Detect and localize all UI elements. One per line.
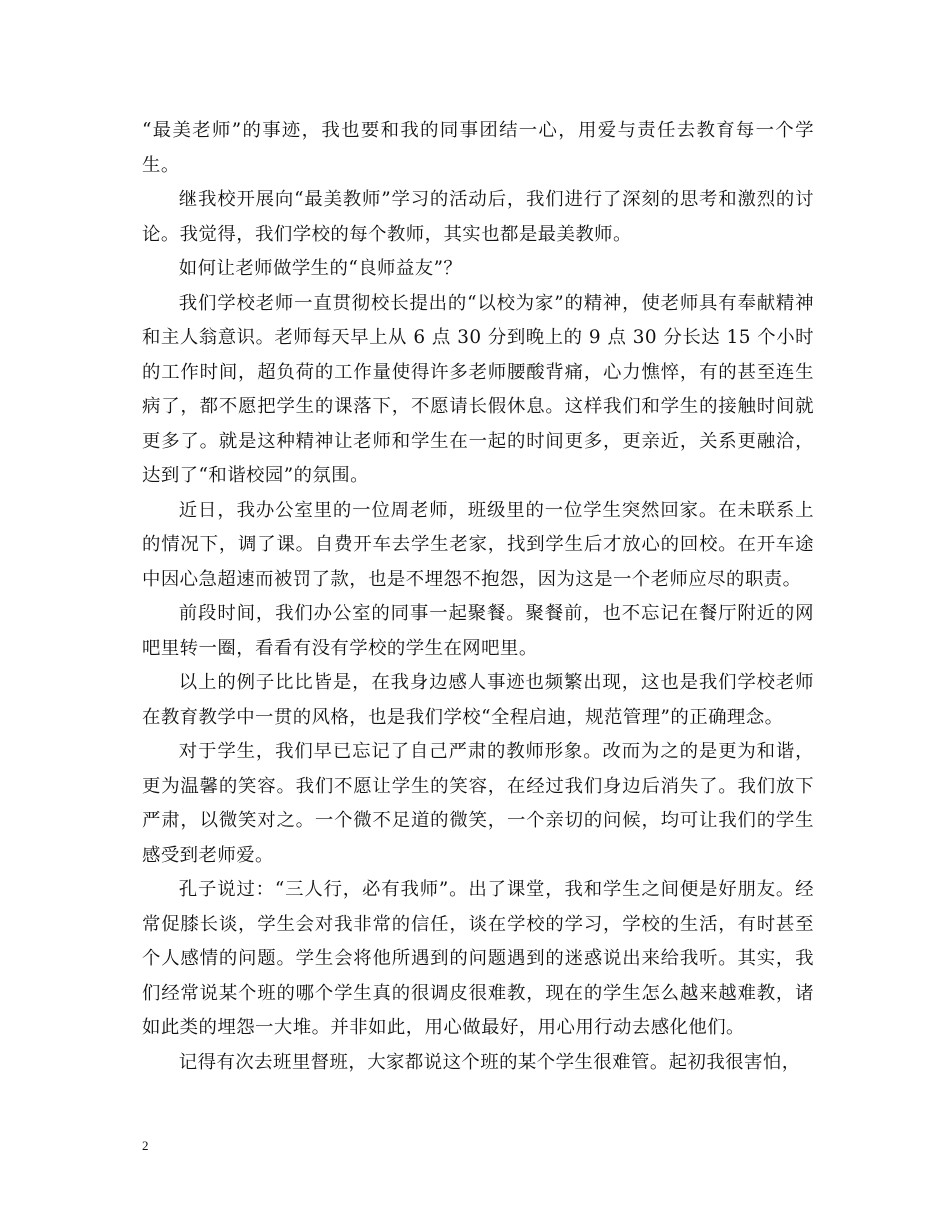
paragraph-4: 我们学校老师一直贯彻校长提出的“以校为家”的精神，使老师具有奉献精神和主人翁意识。老师每天早上从 6 点 30 分到晚上的 9 点 30 分长达 15 个小时的工作时间，超负荷的工作量使得许多老师腰酸背痛，心力憔悴，有的甚至连生病了，都不愿把学生的课落下，不愿请长假休息。这样我们和学生的接触时间就更多了。就是这种精神让老师和学生在一起的时间更多，更亲近，关系更融洽，达到了“和谐校园”的氛围。	[142, 292, 814, 486]
paragraph-1: “最美老师”的事迹，我也要和我的同事团结一心，用爱与责任去教育每一个学生。	[142, 120, 814, 176]
paragraph-2: 继我校开展向“最美教师”学习的活动后，我们进行了深刻的思考和激烈的讨论。我觉得，我们学校的每个教师，其实也都是最美教师。	[142, 189, 814, 245]
paragraph-5: 近日，我办公室里的一位周老师，班级里的一位学生突然回家。在未联系上的情况下，调了课。自费开车去学生老家，找到学生后才放心的回校。在开车途中因心急超速而被罚了款，也是不埋怨不抱怨，因为这是一个老师应尽的职责。	[142, 499, 814, 590]
paragraph-6: 前段时间，我们办公室的同事一起聚餐。聚餐前，也不忘记在餐厅附近的网吧里转一圈，看看有没有学校的学生在网吧里。	[142, 603, 814, 659]
page-number: 2	[142, 1138, 149, 1153]
paragraph-9: 孔子说过：“三人行，必有我师”。出了课堂，我和学生之间便是好朋友。经常促膝长谈，学生会对我非常的信任，谈在学校的学习，学校的生活，有时甚至个人感情的问题。学生会将他所遇到的问题遇到的迷惑说出来给我听。其实，我们经常说某个班的哪个学生真的很调皮很难教，现在的学生怎么越来越难教，诸如此类的埋怨一大堆。并非如此，用心做最好，用心用行动去感化他们。	[142, 879, 814, 1038]
document-body	[142, 114, 814, 1080]
paragraph-7: 以上的例子比比皆是，在我身边感人事迹也频繁出现，这也是我们学校老师在教育教学中一贯的风格，也是我们学校“全程启迪，规范管理”的正确理念。	[142, 672, 814, 728]
paragraph-3: 如何让老师做学生的“良师益友”？	[178, 258, 463, 279]
paragraph-10: 记得有次去班里督班，大家都说这个班的某个学生很难管。起初我很害怕，	[178, 1051, 801, 1073]
paragraph-8: 对于学生，我们早已忘记了自己严肃的教师形象。改而为之的是更为和谐，更为温馨的笑容。我们不愿让学生的笑容，在经过我们身边后消失了。我们放下严肃，以微笑对之。一个微不足道的微笑，一个亲切的问候，均可让我们的学生感受到老师爱。	[142, 741, 814, 866]
